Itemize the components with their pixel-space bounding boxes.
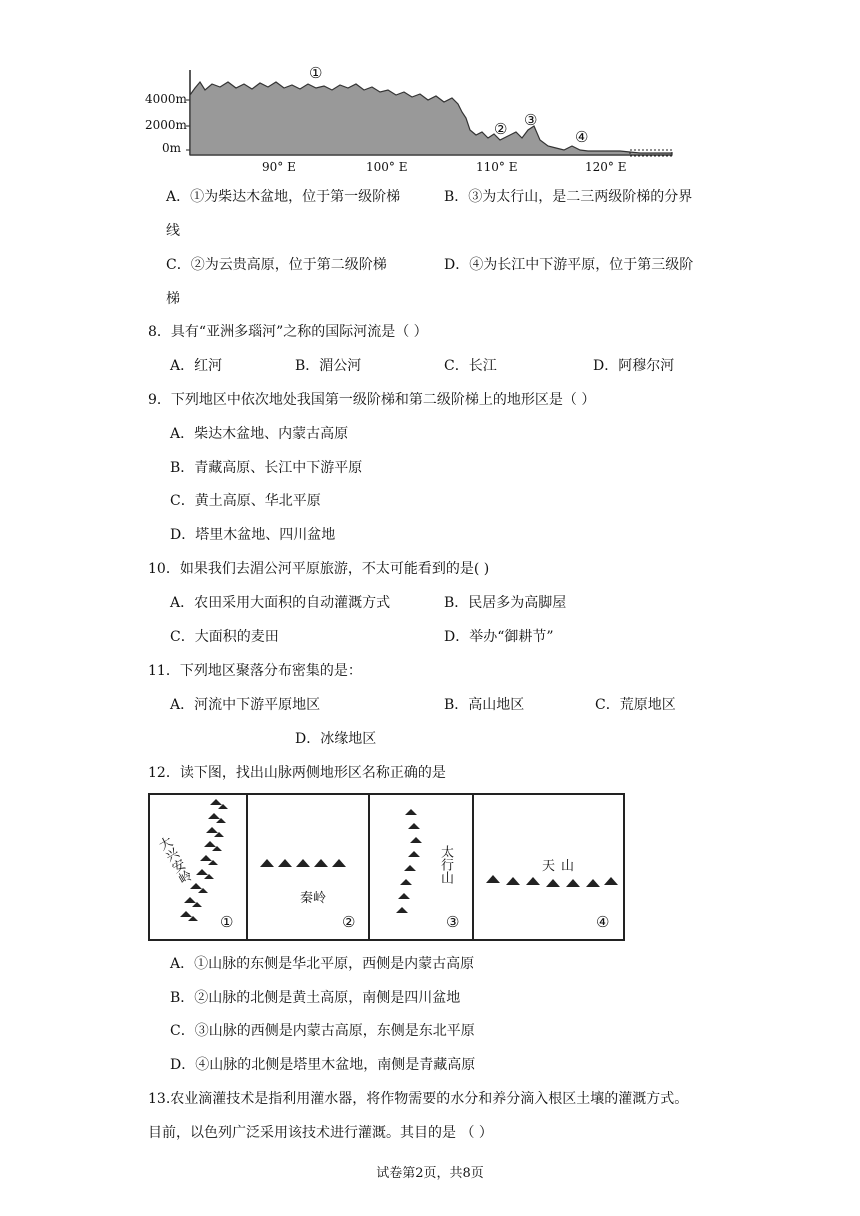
q7-option-d-cont: 梯 xyxy=(166,291,180,307)
q12-option-d: D．④山脉的北侧是塔里木盆地，南侧是青藏高原 xyxy=(170,1057,476,1073)
marker-4: ④ xyxy=(575,128,589,146)
q7-option-c: C．②为云贵高原，位于第二级阶梯 xyxy=(166,257,387,273)
marker-2: ② xyxy=(494,120,508,138)
q8-option-a: A．红河 xyxy=(170,358,223,374)
q11-option-a: A．河流中下游平原地区 xyxy=(170,697,321,713)
q7-option-a: A．①为柴达木盆地，位于第一级阶梯 xyxy=(166,189,401,205)
q11-option-d: D．冰缘地区 xyxy=(295,731,377,747)
q11-option-b: B．高山地区 xyxy=(444,697,525,713)
panel-3-number: ③ xyxy=(446,913,460,931)
q12-option-b: B．②山脉的北侧是黄土高原，南侧是四川盆地 xyxy=(170,990,461,1006)
q8-option-d: D．阿穆尔河 xyxy=(593,358,675,374)
q9-option-c: C．黄土高原、华北平原 xyxy=(170,493,321,509)
x-tick-110e: 110° E xyxy=(476,160,518,174)
y-tick-0: 0m xyxy=(162,141,182,155)
q12-stem: 12．读下图，找出山脉两侧地形区名称正确的是 xyxy=(148,765,446,781)
q10-option-a: A．农田采用大面积的自动灌溉方式 xyxy=(170,595,391,611)
page-footer: 试卷第2页，共8页 xyxy=(376,1166,484,1181)
q9-option-b: B．青藏高原、长江中下游平原 xyxy=(170,460,363,476)
q13-stem-line1: 13.农业滴灌技术是指利用灌水器，将作物需要的水分和养分滴入根区土壤的灌溉方式。 xyxy=(148,1091,689,1107)
terrain-profile-graphic xyxy=(0,0,860,180)
y-tick-2000: 2000m xyxy=(145,118,187,132)
q13-stem-line2: 目前，以色列广泛采用该技术进行灌溉。其目的是 （ ） xyxy=(148,1125,493,1141)
panel-3-label: 太行山 xyxy=(438,845,453,884)
x-tick-120e: 120° E xyxy=(585,160,627,174)
q9-option-d: D．塔里木盆地、四川盆地 xyxy=(170,527,336,543)
q9-option-a: A．柴达木盆地、内蒙古高原 xyxy=(170,426,349,442)
panel-1-label: 大兴安岭 xyxy=(154,834,193,888)
panel-2-number: ② xyxy=(342,913,356,931)
panel-4-number: ④ xyxy=(596,913,610,931)
panel-1-number: ① xyxy=(220,913,234,931)
q10-option-d: D．举办“御耕节” xyxy=(444,629,554,645)
panel-2-label: 秦岭 xyxy=(300,891,327,906)
q11-option-c: C．荒原地区 xyxy=(595,697,676,713)
marker-3: ③ xyxy=(524,111,538,129)
panel-4-label: 天山 xyxy=(542,859,581,874)
q10-stem: 10．如果我们去湄公河平原旅游，不太可能看到的是( ) xyxy=(148,561,490,577)
q10-option-b: B．民居多为高脚屋 xyxy=(444,595,567,611)
q7-option-b-cont: 线 xyxy=(166,223,180,239)
q7-option-d: D．④为长江中下游平原，位于第三级阶 xyxy=(444,257,694,273)
x-tick-90e: 90° E xyxy=(262,160,296,174)
q8-option-b: B．湄公河 xyxy=(295,358,362,374)
q8-stem: 8．具有“亚洲多瑙河”之称的国际河流是（ ） xyxy=(148,324,428,340)
q11-stem: 11．下列地区聚落分布密集的是： xyxy=(148,663,362,679)
marker-1: ① xyxy=(309,64,323,82)
mountain-ranges-figure xyxy=(148,793,625,941)
q8-option-c: C．长江 xyxy=(444,358,497,374)
q12-option-c: C．③山脉的西侧是内蒙古高原，东侧是东北平原 xyxy=(170,1023,475,1039)
q10-option-c: C．大面积的麦田 xyxy=(170,629,279,645)
q9-stem: 9．下列地区中依次地处我国第一级阶梯和第二级阶梯上的地形区是（ ） xyxy=(148,392,596,408)
x-tick-100e: 100° E xyxy=(366,160,408,174)
y-tick-4000: 4000m xyxy=(145,92,187,106)
q7-option-b: B．③为太行山，是二三两级阶梯的分界 xyxy=(444,189,693,205)
q12-option-a: A．①山脉的东侧是华北平原，西侧是内蒙古高原 xyxy=(170,956,475,972)
